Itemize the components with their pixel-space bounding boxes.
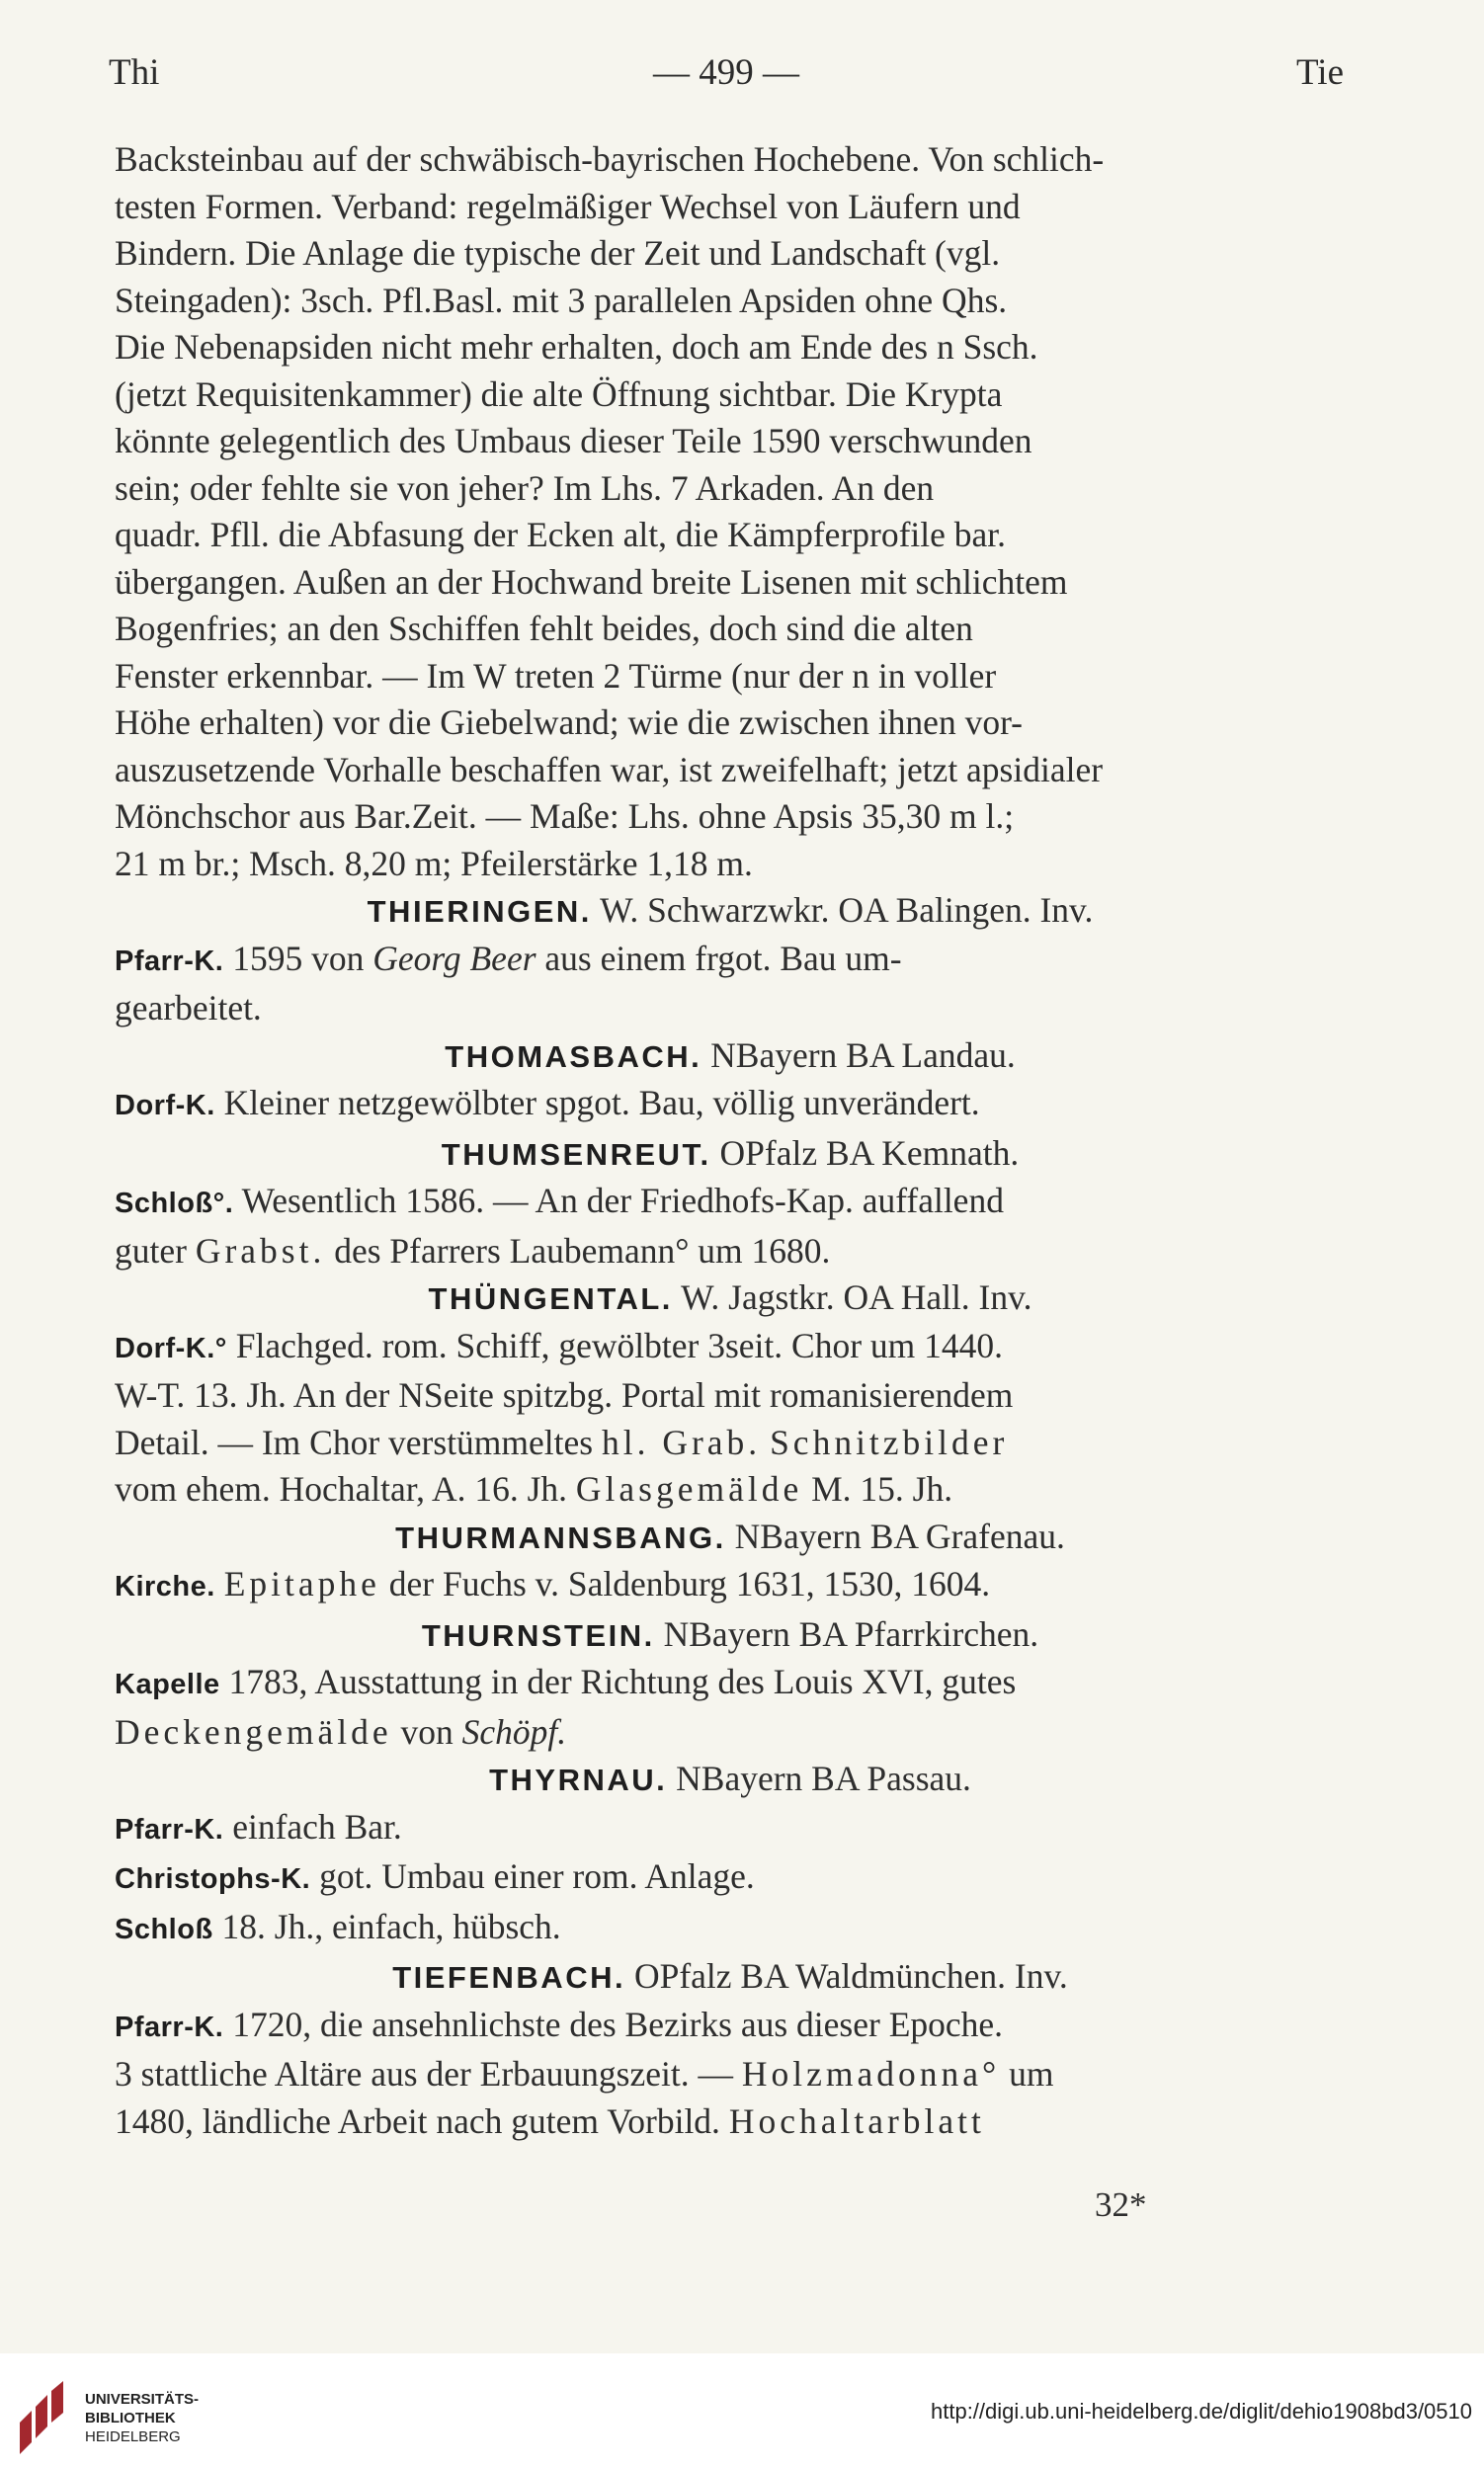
region: OPfalz BA Kemnath.: [719, 1132, 1020, 1173]
entry-heading-thyrnau: [115, 1756, 1346, 1804]
region: W. Jagstkr. OA Hall. Inv.: [681, 1277, 1032, 1317]
intro-line: könnte gelegentlich des Umbaus dieser Teile 1590 verschwunden: [115, 421, 1032, 460]
text-run: guter: [115, 1230, 187, 1271]
text-run: der Fuchs v. Saldenburg 1631, 1530, 1604.: [388, 1564, 991, 1604]
text-run: 1783, Ausstattung in der Richtung des Louis XVI, gutes: [228, 1662, 1017, 1701]
object-label: Pfarr-K.: [115, 2011, 224, 2043]
object-label: Dorf-K.°: [115, 1332, 227, 1364]
spaced-term: Hochaltarblatt: [728, 2100, 985, 2141]
page-number: — 499 —: [653, 52, 799, 93]
entry-line: [115, 2098, 1346, 2146]
entry-heading-thieringen: [115, 887, 1346, 936]
entry-line: [115, 1228, 1346, 1275]
text-run: vom ehem. Hochaltar, A. 16. Jh.: [115, 1469, 568, 1509]
intro-line: Bogenfries; an den Sschiffen fehlt beides, doch sind die alten: [115, 609, 973, 648]
entry-line: [115, 1178, 1346, 1228]
intro-line: sein; oder fehlte sie von jeher? Im Lhs. 7 Arkaden. An den: [115, 467, 935, 508]
intro-line: 21 m br.; Msch. 8,20 m; Pfeilerstärke 1,18 m.: [115, 843, 753, 883]
entry-line: W-T. 13. Jh. An der NSeite spitzbg. Portal mit romanisierendem: [115, 1375, 1014, 1415]
text-run: 1595 von: [232, 938, 365, 978]
spaced-term: Grabst.: [195, 1230, 326, 1271]
entry-line: [115, 1709, 1346, 1757]
library-logo-icon: [14, 2379, 69, 2458]
intro-line: Bindern. Die Anlage die typische der Zeit und Landschaft (vgl.: [115, 233, 1001, 273]
entry-line: [115, 1804, 1346, 1854]
place-name: THÜNGENTAL.: [428, 1281, 673, 1316]
spaced-term: Deckengemälde: [115, 1711, 392, 1752]
text-run: 1720, die ansehnlichste des Bezirks aus dieser Epoche.: [232, 2004, 1004, 2044]
spaced-term: Glasgemälde: [575, 1469, 803, 1509]
intro-line: Backsteinbau auf der schwäbisch-bayrischen Hochebene. Von schlich-: [115, 139, 1105, 179]
intro-line: auszusetzende Vorhalle beschaffen war, ist zweifelhaft; jetzt apsidialer: [115, 749, 1104, 789]
entry-line: [115, 1466, 1346, 1514]
place-name: TIEFENBACH.: [392, 1960, 626, 1995]
place-name: THUMSENREUT.: [441, 1136, 711, 1172]
object-label: Schloß°.: [115, 1188, 234, 1219]
object-label: Pfarr-K.: [115, 1813, 224, 1846]
entry-line: [115, 2002, 1346, 2052]
running-head-left: Thi: [109, 52, 160, 93]
spaced-term: hl. Grab.: [601, 1422, 762, 1462]
object-label: Kirche.: [115, 1571, 215, 1603]
place-name: THYRNAU.: [489, 1763, 668, 1797]
intro-line: Steingaden): 3sch. Pfl.Basl. mit 3 parallelen Apsiden ohne Qhs.: [115, 280, 1008, 320]
spaced-term: Holzmadonna°: [741, 2054, 1001, 2094]
intro-line: Fenster erkennbar. — Im W treten 2 Türme (nur der n in voller: [115, 655, 997, 696]
region: OPfalz BA Waldmünchen. Inv.: [633, 1956, 1068, 1996]
region: W. Schwarzwkr. OA Balingen. Inv.: [600, 890, 1094, 930]
entry-line: [115, 1323, 1346, 1373]
entry-line: [115, 2051, 1346, 2098]
place-name: THURNSTEIN.: [421, 1617, 655, 1653]
running-head-right: Tie: [1295, 52, 1344, 93]
text-run: 1480, ländliche Arbeit nach gutem Vorbild.: [115, 2100, 720, 2141]
region: NBayern BA Landau.: [710, 1034, 1016, 1075]
logo-line: BIBLIOTHEK: [85, 2410, 176, 2426]
entry-heading-tiefenbach: [115, 1953, 1346, 2002]
artist-name: Georg Beer: [372, 938, 536, 978]
intro-line: Mönchschor aus Bar.Zeit. — Maße: Lhs. ohne Apsis 35,30 m l.;: [115, 796, 1015, 836]
place-name: THOMASBACH.: [445, 1038, 702, 1074]
region: NBayern BA Passau.: [676, 1759, 971, 1798]
signature-mark: 32*: [1095, 2185, 1147, 2224]
entry-heading-thurnstein: [115, 1611, 1346, 1660]
running-head: [109, 51, 1344, 99]
entry-line: gearbeitet.: [115, 988, 262, 1028]
spaced-term: Schnitzbilder: [770, 1422, 1009, 1462]
text-run: Kleiner netzgewölbter spgot. Bau, völlig unverändert.: [223, 1083, 980, 1122]
text-run: Wesentlich 1586. — An der Friedhofs-Kap. auffallend: [241, 1181, 1004, 1220]
library-logo-text: [85, 2390, 199, 2446]
text-run: M. 15. Jh.: [811, 1469, 953, 1509]
intro-line: übergangen. Außen an der Hochwand breite Lisenen mit schlichtem: [115, 561, 1068, 602]
object-label: Christophs-K.: [115, 1863, 311, 1895]
place-name: THIERINGEN.: [367, 894, 592, 929]
text-run: Detail. — Im Chor verstümmeltes: [115, 1422, 594, 1462]
entry-line: [115, 936, 1346, 986]
text-run: got. Umbau einer rom. Anlage.: [319, 1856, 755, 1896]
text-run: 18. Jh., einfach, hübsch.: [221, 1906, 561, 1946]
body-text: [115, 136, 1346, 2145]
object-label: Pfarr-K.: [115, 945, 224, 977]
text-run: 3 stattliche Altäre aus der Erbauungszeit. —: [115, 2054, 733, 2094]
object-label: Kapelle: [115, 1669, 220, 1700]
text-run: um: [1009, 2054, 1054, 2094]
entry-heading-thomasbach: [115, 1032, 1346, 1081]
entry-line: [115, 1080, 1346, 1130]
place-name: THURMANNSBANG.: [395, 1520, 726, 1555]
text-run: Flachged. rom. Schiff, gewölbter 3seit. Chor um 1440.: [235, 1325, 1004, 1365]
entry-heading-thumsenreut: [115, 1130, 1346, 1179]
entry-line: [115, 1853, 1346, 1904]
intro-line: (jetzt Requisitenkammer) die alte Öffnung sichtbar. Die Krypta: [115, 373, 1003, 414]
intro-line: testen Formen. Verband: regelmäßiger Wechsel von Läufern und: [115, 186, 1021, 226]
source-url-link[interactable]: http://digi.ub.uni-heidelberg.de/diglit/dehio1908bd3/0510: [931, 2399, 1472, 2424]
object-label: Dorf-K.: [115, 1090, 215, 1121]
object-label: Schloß: [115, 1913, 213, 1945]
intro-line: quadr. Pfll. die Abfasung der Ecken alt, die Kämpferprofile bar.: [115, 515, 1007, 554]
artist-name: Schöpf.: [461, 1711, 567, 1752]
text-run: von: [400, 1711, 453, 1752]
entry-heading-thurmannsbang: [115, 1514, 1346, 1562]
logo-line: UNIVERSITÄTS-: [85, 2391, 200, 2408]
entry-line: [115, 1904, 1346, 1954]
text-run: des Pfarrers Laubemann° um 1680.: [334, 1230, 831, 1271]
logo-line: HEIDELBERG: [85, 2428, 181, 2445]
intro-line: Die Nebenapsiden nicht mehr erhalten, doch am Ende des n Ssch.: [115, 327, 1038, 367]
region: NBayern BA Grafenau.: [734, 1516, 1065, 1556]
region: NBayern BA Pfarrkirchen.: [663, 1613, 1039, 1654]
spaced-term: Epitaphe: [223, 1564, 380, 1604]
entry-line: [115, 1659, 1346, 1709]
intro-line: Höhe erhalten) vor die Giebelwand; wie die zwischen ihnen vor-: [115, 702, 1023, 742]
entry-line: [115, 1420, 1346, 1467]
entry-heading-thuengental: [115, 1275, 1346, 1323]
text-run: einfach Bar.: [232, 1806, 402, 1847]
entry-line: [115, 1561, 1346, 1611]
text-run: aus einem frgot. Bau um-: [544, 938, 902, 978]
